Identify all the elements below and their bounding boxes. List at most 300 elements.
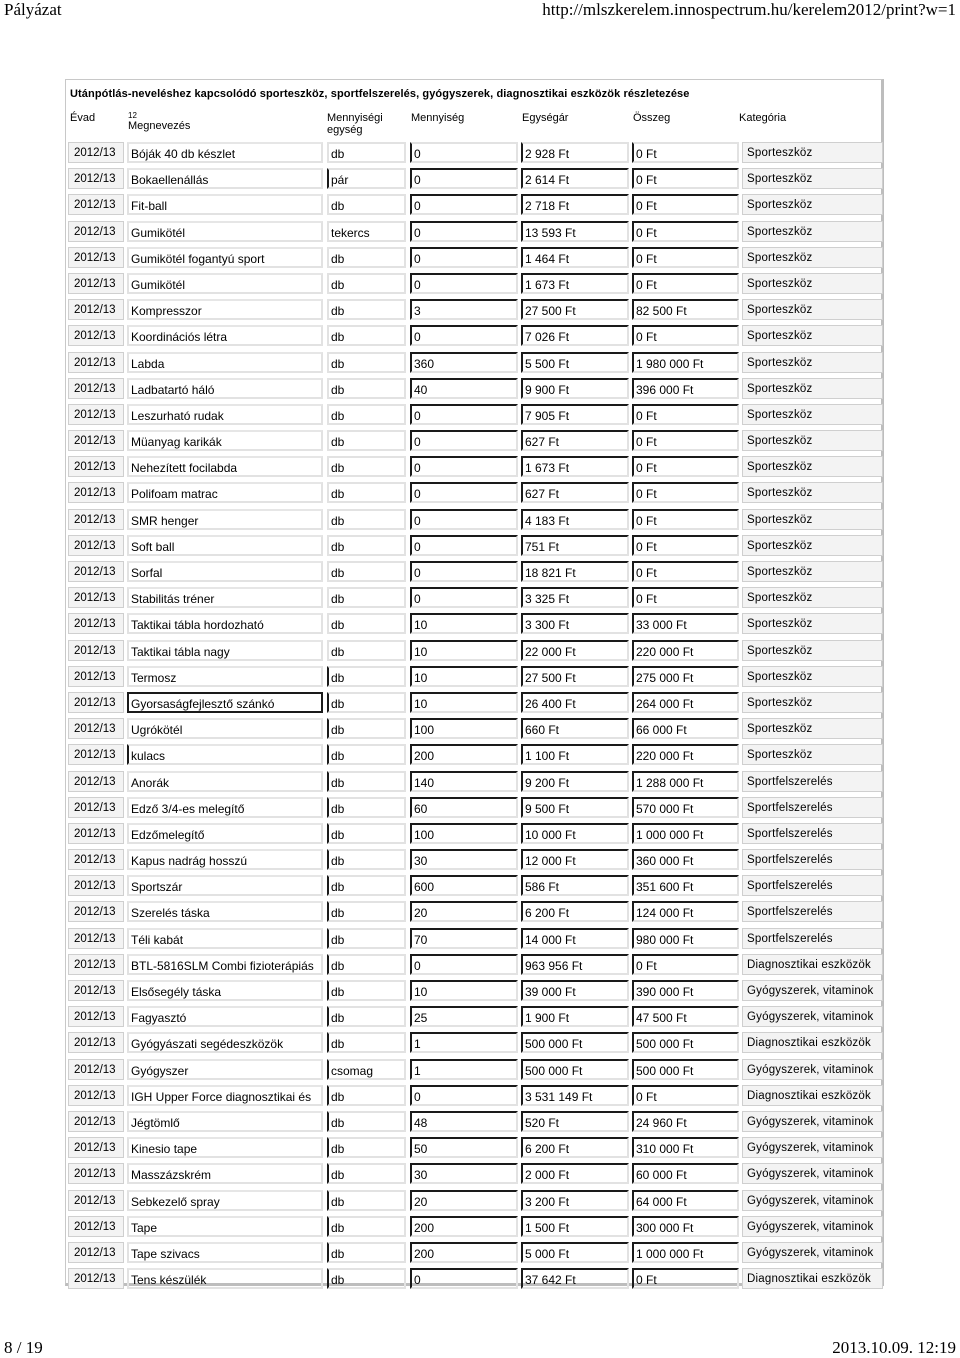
- row-quantity-field[interactable]: 0: [410, 221, 518, 242]
- row-total-field: 0 Ft: [632, 1085, 739, 1106]
- row-name-field[interactable]: Gyorsaságfejlesztő szánkó: [127, 692, 323, 713]
- row-category-field[interactable]: Sporteszköz: [742, 325, 883, 346]
- row-unit-price-field[interactable]: 10 000 Ft: [521, 823, 629, 844]
- row-unit-field[interactable]: db: [327, 1085, 406, 1106]
- row-name-field[interactable]: Kapus nadrág hosszú: [127, 849, 323, 870]
- row-unit-price-field[interactable]: 3 200 Ft: [521, 1190, 629, 1211]
- row-name-field[interactable]: BTL-5816SLM Combi fizioterápiás: [127, 954, 323, 975]
- row-name-field[interactable]: Sorfal: [127, 561, 323, 582]
- row-category-field[interactable]: Sporteszköz: [742, 456, 883, 477]
- table-row: [66, 374, 881, 400]
- row-unit-field[interactable]: db: [327, 587, 406, 608]
- row-name-field[interactable]: Szerelés táska: [127, 901, 323, 922]
- row-quantity-field[interactable]: 30: [410, 1163, 518, 1184]
- row-category-field[interactable]: Sporteszköz: [742, 168, 883, 189]
- row-unit-field[interactable]: db: [327, 509, 406, 530]
- row-unit-price-field[interactable]: 27 500 Ft: [521, 666, 629, 687]
- row-year: 2012/13: [68, 1006, 124, 1027]
- row-name-field[interactable]: Tape: [127, 1216, 323, 1237]
- row-name-field[interactable]: SMR henger: [127, 509, 323, 530]
- row-unit-field[interactable]: db: [327, 613, 406, 634]
- row-category-field[interactable]: Gyógyszerek, vitaminok: [742, 1111, 883, 1132]
- row-year: 2012/13: [68, 692, 124, 713]
- row-unit-price-field[interactable]: 9 900 Ft: [521, 378, 629, 399]
- row-quantity-field[interactable]: 360: [410, 352, 518, 373]
- row-category-field[interactable]: Sporteszköz: [742, 430, 883, 451]
- row-category-field[interactable]: Sporteszköz: [742, 640, 883, 661]
- row-year: 2012/13: [68, 875, 124, 896]
- row-total-field: 310 000 Ft: [632, 1137, 739, 1158]
- row-quantity-field[interactable]: 0: [410, 1268, 518, 1289]
- row-name-field[interactable]: Soft ball: [127, 535, 323, 556]
- row-year: 2012/13: [68, 456, 124, 477]
- row-unit-price-field[interactable]: 2 614 Ft: [521, 168, 629, 189]
- table-row: [66, 348, 881, 374]
- header-left: Pályázat: [4, 0, 62, 19]
- row-category-field[interactable]: Sporteszköz: [742, 666, 883, 687]
- row-total-field: 220 000 Ft: [632, 640, 739, 661]
- row-year: 2012/13: [68, 482, 124, 503]
- row-quantity-field[interactable]: 0: [410, 954, 518, 975]
- row-total-field: 390 000 Ft: [632, 980, 739, 1001]
- row-unit-field[interactable]: db: [327, 901, 406, 922]
- row-unit-price-field[interactable]: 963 956 Ft: [521, 954, 629, 975]
- row-category-field[interactable]: Sporteszköz: [742, 299, 883, 320]
- row-unit-field[interactable]: db: [327, 1190, 406, 1211]
- row-year: 2012/13: [68, 954, 124, 975]
- table-row: [66, 505, 881, 531]
- row-category-field[interactable]: Sporteszköz: [742, 352, 883, 373]
- col-header-unit: [327, 112, 383, 136]
- row-quantity-field[interactable]: 0: [410, 247, 518, 268]
- row-year: 2012/13: [68, 168, 124, 189]
- row-name-field[interactable]: Koordinációs létra: [127, 325, 323, 346]
- row-category-field[interactable]: Sporteszköz: [742, 378, 883, 399]
- row-quantity-field[interactable]: 10: [410, 980, 518, 1001]
- row-year: 2012/13: [68, 325, 124, 346]
- row-category-field[interactable]: Sporteszköz: [742, 561, 883, 582]
- row-category-field[interactable]: Diagnosztikai eszközök: [742, 954, 883, 975]
- row-total-field: 0 Ft: [632, 325, 739, 346]
- table-row: [66, 1028, 881, 1054]
- row-quantity-field[interactable]: 3: [410, 299, 518, 320]
- header-url: http://mlszkerelem.innospectrum.hu/kerelem2012/print?w=1: [542, 0, 956, 19]
- row-unit-field[interactable]: db: [327, 1137, 406, 1158]
- row-unit-price-field[interactable]: 3 300 Ft: [521, 613, 629, 634]
- row-quantity-field[interactable]: 1: [410, 1059, 518, 1080]
- row-total-field: 300 000 Ft: [632, 1216, 739, 1237]
- row-name-field[interactable]: Gumikötél fogantyú sport: [127, 247, 323, 268]
- row-unit-field[interactable]: db: [327, 194, 406, 215]
- row-quantity-field[interactable]: 60: [410, 797, 518, 818]
- row-unit-field[interactable]: db: [327, 273, 406, 294]
- row-unit-price-field[interactable]: 586 Ft: [521, 875, 629, 896]
- row-name-field[interactable]: Anorák: [127, 771, 323, 792]
- row-unit-price-field[interactable]: 1 900 Ft: [521, 1006, 629, 1027]
- row-unit-field[interactable]: db: [327, 430, 406, 451]
- row-name-field[interactable]: Stabilitás tréner: [127, 587, 323, 608]
- row-name-field[interactable]: Gumikötél: [127, 273, 323, 294]
- row-category-field[interactable]: Gyógyszerek, vitaminok: [742, 1216, 883, 1237]
- row-name-field[interactable]: Ladbatartó háló: [127, 378, 323, 399]
- row-year: 2012/13: [68, 352, 124, 373]
- row-year: 2012/13: [68, 640, 124, 661]
- row-quantity-field[interactable]: 0: [410, 482, 518, 503]
- row-quantity-field[interactable]: 10: [410, 640, 518, 661]
- row-quantity-field[interactable]: 20: [410, 901, 518, 922]
- row-name-field[interactable]: Téli kabát: [127, 928, 323, 949]
- row-quantity-field[interactable]: 200: [410, 744, 518, 765]
- row-total-field: 24 960 Ft: [632, 1111, 739, 1132]
- row-category-field[interactable]: Diagnosztikai eszközök: [742, 1268, 883, 1289]
- row-category-field[interactable]: Sporteszköz: [742, 692, 883, 713]
- col-header-name-small: 12: [128, 111, 137, 120]
- row-unit-price-field[interactable]: 660 Ft: [521, 718, 629, 739]
- row-name-field[interactable]: Ugrókötél: [127, 718, 323, 739]
- row-name-field[interactable]: Taktikai tábla hordozható: [127, 613, 323, 634]
- row-name-field[interactable]: Polifoam matrac: [127, 482, 323, 503]
- row-name-field[interactable]: Bóják 40 db készlet: [127, 142, 323, 163]
- row-quantity-field[interactable]: 1: [410, 1032, 518, 1053]
- row-year: 2012/13: [68, 378, 124, 399]
- table-row: [66, 243, 881, 269]
- row-unit-price-field[interactable]: 39 000 Ft: [521, 980, 629, 1001]
- table-row: [66, 583, 881, 609]
- row-quantity-field[interactable]: 48: [410, 1111, 518, 1132]
- row-unit-price-field[interactable]: 22 000 Ft: [521, 640, 629, 661]
- row-quantity-field[interactable]: 100: [410, 718, 518, 739]
- row-category-field[interactable]: Sportfelszerelés: [742, 849, 883, 870]
- row-unit-field[interactable]: db: [327, 561, 406, 582]
- row-unit-field[interactable]: db: [327, 247, 406, 268]
- row-unit-price-field[interactable]: 14 000 Ft: [521, 928, 629, 949]
- row-quantity-field[interactable]: 600: [410, 875, 518, 896]
- row-quantity-field[interactable]: 100: [410, 823, 518, 844]
- row-total-field: 82 500 Ft: [632, 299, 739, 320]
- row-unit-price-field[interactable]: 3 325 Ft: [521, 587, 629, 608]
- row-category-field[interactable]: Sporteszköz: [742, 509, 883, 530]
- row-unit-price-field[interactable]: 27 500 Ft: [521, 299, 629, 320]
- table-row: [66, 1238, 881, 1264]
- row-category-field[interactable]: Gyógyszerek, vitaminok: [742, 1163, 883, 1184]
- row-category-field[interactable]: Gyógyszerek, vitaminok: [742, 1190, 883, 1211]
- row-unit-price-field[interactable]: 1 500 Ft: [521, 1216, 629, 1237]
- row-total-field: 0 Ft: [632, 587, 739, 608]
- row-unit-field[interactable]: db: [327, 1268, 406, 1289]
- row-quantity-field[interactable]: 0: [410, 142, 518, 163]
- row-quantity-field[interactable]: 0: [410, 561, 518, 582]
- row-category-field[interactable]: Sporteszköz: [742, 613, 883, 634]
- row-year: 2012/13: [68, 535, 124, 556]
- table-row: [66, 478, 881, 504]
- row-category-field[interactable]: Sporteszköz: [742, 587, 883, 608]
- row-category-field[interactable]: Gyógyszerek, vitaminok: [742, 1059, 883, 1080]
- row-unit-price-field[interactable]: 1 100 Ft: [521, 744, 629, 765]
- row-quantity-field[interactable]: 40: [410, 378, 518, 399]
- row-category-field[interactable]: Sporteszköz: [742, 482, 883, 503]
- row-total-field: 980 000 Ft: [632, 928, 739, 949]
- row-category-field[interactable]: Gyógyszerek, vitaminok: [742, 980, 883, 1001]
- row-unit-field[interactable]: db: [327, 535, 406, 556]
- row-quantity-field[interactable]: 200: [410, 1242, 518, 1263]
- row-total-field: 66 000 Ft: [632, 718, 739, 739]
- row-name-field[interactable]: Müanyag karikák: [127, 430, 323, 451]
- row-quantity-field[interactable]: 70: [410, 928, 518, 949]
- row-name-field[interactable]: Jégtömlő: [127, 1111, 323, 1132]
- row-category-field[interactable]: Sporteszköz: [742, 273, 883, 294]
- row-unit-field[interactable]: db: [327, 797, 406, 818]
- table-row: [66, 897, 881, 923]
- row-category-field[interactable]: Sportfelszerelés: [742, 771, 883, 792]
- row-quantity-field[interactable]: 50: [410, 1137, 518, 1158]
- row-name-field[interactable]: Tape szivacs: [127, 1242, 323, 1263]
- row-total-field: 1 980 000 Ft: [632, 352, 739, 373]
- row-unit-field[interactable]: db: [327, 771, 406, 792]
- table-row: [66, 740, 881, 766]
- table-row: [66, 217, 881, 243]
- row-unit-price-field[interactable]: 5 500 Ft: [521, 352, 629, 373]
- row-name-field[interactable]: Edzőmelegítő: [127, 823, 323, 844]
- row-year: 2012/13: [68, 980, 124, 1001]
- row-unit-field[interactable]: csomag: [327, 1059, 406, 1080]
- row-quantity-field[interactable]: 140: [410, 771, 518, 792]
- row-unit-price-field[interactable]: 1 464 Ft: [521, 247, 629, 268]
- row-name-field[interactable]: Elsősegély táska: [127, 980, 323, 1001]
- row-unit-price-field[interactable]: 37 642 Ft: [521, 1268, 629, 1289]
- col-header-unit-line1: Mennyiségi: [327, 112, 383, 124]
- row-unit-field[interactable]: db: [327, 640, 406, 661]
- table-row: [66, 557, 881, 583]
- row-unit-price-field[interactable]: 6 200 Ft: [521, 901, 629, 922]
- row-total-field: 500 000 Ft: [632, 1059, 739, 1080]
- row-year: 2012/13: [68, 1085, 124, 1106]
- row-category-field[interactable]: Diagnosztikai eszközök: [742, 1032, 883, 1053]
- row-unit-price-field[interactable]: 751 Ft: [521, 535, 629, 556]
- row-total-field: 264 000 Ft: [632, 692, 739, 713]
- row-quantity-field[interactable]: 200: [410, 1216, 518, 1237]
- row-unit-price-field[interactable]: 1 673 Ft: [521, 273, 629, 294]
- row-unit-field[interactable]: db: [327, 352, 406, 373]
- details-panel: [65, 79, 884, 1286]
- row-unit-field[interactable]: db: [327, 1216, 406, 1237]
- row-category-field[interactable]: Sporteszköz: [742, 194, 883, 215]
- row-category-field[interactable]: Sporteszköz: [742, 718, 883, 739]
- row-year: 2012/13: [68, 1242, 124, 1263]
- row-unit-field[interactable]: db: [327, 823, 406, 844]
- row-category-field[interactable]: Diagnosztikai eszközök: [742, 1085, 883, 1106]
- row-total-field: 220 000 Ft: [632, 744, 739, 765]
- row-name-field[interactable]: Fagyasztó: [127, 1006, 323, 1027]
- row-unit-price-field[interactable]: 12 000 Ft: [521, 849, 629, 870]
- row-unit-field[interactable]: db: [327, 1242, 406, 1263]
- row-unit-field[interactable]: db: [327, 378, 406, 399]
- row-unit-price-field[interactable]: 2 718 Ft: [521, 194, 629, 215]
- row-name-field[interactable]: Sportszár: [127, 875, 323, 896]
- row-category-field[interactable]: Sporteszköz: [742, 142, 883, 163]
- row-name-field[interactable]: Leszurható rudak: [127, 404, 323, 425]
- row-year: 2012/13: [68, 404, 124, 425]
- row-total-field: 0 Ft: [632, 221, 739, 242]
- table-row: [66, 845, 881, 871]
- row-unit-field[interactable]: db: [327, 1163, 406, 1184]
- row-category-field[interactable]: Sporteszköz: [742, 221, 883, 242]
- row-name-field[interactable]: IGH Upper Force diagnosztikai és: [127, 1085, 323, 1106]
- row-category-field[interactable]: Sporteszköz: [742, 247, 883, 268]
- row-unit-field[interactable]: db: [327, 1032, 406, 1053]
- row-category-field[interactable]: Gyógyszerek, vitaminok: [742, 1137, 883, 1158]
- row-unit-price-field[interactable]: 13 593 Ft: [521, 221, 629, 242]
- row-year: 2012/13: [68, 823, 124, 844]
- table-row: [66, 976, 881, 1002]
- row-unit-price-field[interactable]: 9 200 Ft: [521, 771, 629, 792]
- row-unit-field[interactable]: db: [327, 849, 406, 870]
- row-name-field[interactable]: Tens készülék: [127, 1268, 323, 1289]
- table-row: [66, 767, 881, 793]
- row-unit-price-field[interactable]: 3 531 149 Ft: [521, 1085, 629, 1106]
- row-unit-field[interactable]: db: [327, 482, 406, 503]
- row-unit-field[interactable]: db: [327, 954, 406, 975]
- row-unit-price-field[interactable]: 7 026 Ft: [521, 325, 629, 346]
- table-row: [66, 190, 881, 216]
- col-header-name: [128, 111, 190, 132]
- row-category-field[interactable]: Gyógyszerek, vitaminok: [742, 1006, 883, 1027]
- row-unit-price-field[interactable]: 1 673 Ft: [521, 456, 629, 477]
- row-unit-field[interactable]: db: [327, 928, 406, 949]
- row-category-field[interactable]: Sportfelszerelés: [742, 875, 883, 896]
- row-total-field: 0 Ft: [632, 194, 739, 215]
- row-total-field: 0 Ft: [632, 954, 739, 975]
- row-unit-price-field[interactable]: 4 183 Ft: [521, 509, 629, 530]
- row-name-field[interactable]: Termosz: [127, 666, 323, 687]
- row-unit-field[interactable]: db: [327, 692, 406, 713]
- table-row: [66, 1107, 881, 1133]
- row-total-field: 0 Ft: [632, 1268, 739, 1289]
- table-row: [66, 531, 881, 557]
- row-name-field[interactable]: Taktikai tábla nagy: [127, 640, 323, 661]
- row-name-field[interactable]: Masszázskrém: [127, 1163, 323, 1184]
- row-quantity-field[interactable]: 0: [410, 1085, 518, 1106]
- row-unit-field[interactable]: db: [327, 980, 406, 1001]
- row-name-field[interactable]: Gyógyászati segédeszközök: [127, 1032, 323, 1053]
- row-quantity-field[interactable]: 0: [410, 509, 518, 530]
- row-total-field: 124 000 Ft: [632, 901, 739, 922]
- row-total-field: 1 000 000 Ft: [632, 823, 739, 844]
- row-name-field[interactable]: kulacs: [127, 744, 323, 765]
- row-unit-price-field[interactable]: 520 Ft: [521, 1111, 629, 1132]
- row-unit-field[interactable]: db: [327, 718, 406, 739]
- row-unit-field[interactable]: db: [327, 1006, 406, 1027]
- row-unit-price-field[interactable]: 9 500 Ft: [521, 797, 629, 818]
- row-name-field[interactable]: Kinesio tape: [127, 1137, 323, 1158]
- row-quantity-field[interactable]: 0: [410, 168, 518, 189]
- row-unit-field[interactable]: db: [327, 1111, 406, 1132]
- row-name-field[interactable]: Gyógyszer: [127, 1059, 323, 1080]
- row-year: 2012/13: [68, 928, 124, 949]
- row-unit-price-field[interactable]: 2 928 Ft: [521, 142, 629, 163]
- row-quantity-field[interactable]: 10: [410, 692, 518, 713]
- row-quantity-field[interactable]: 0: [410, 325, 518, 346]
- row-unit-price-field[interactable]: 7 905 Ft: [521, 404, 629, 425]
- row-unit-price-field[interactable]: 2 000 Ft: [521, 1163, 629, 1184]
- row-quantity-field[interactable]: 0: [410, 587, 518, 608]
- row-year: 2012/13: [68, 1032, 124, 1053]
- row-year: 2012/13: [68, 1190, 124, 1211]
- row-name-field[interactable]: Nehezített focilabda: [127, 456, 323, 477]
- row-quantity-field[interactable]: 0: [410, 456, 518, 477]
- row-name-field[interactable]: Sebkezelő spray: [127, 1190, 323, 1211]
- row-year: 2012/13: [68, 1216, 124, 1237]
- row-quantity-field[interactable]: 0: [410, 430, 518, 451]
- table-row: [66, 321, 881, 347]
- row-name-field[interactable]: Bokaellenállás: [127, 168, 323, 189]
- row-unit-field[interactable]: db: [327, 666, 406, 687]
- row-total-field: 1 288 000 Ft: [632, 771, 739, 792]
- row-quantity-field[interactable]: 0: [410, 273, 518, 294]
- row-unit-field[interactable]: pár: [327, 168, 406, 189]
- row-unit-price-field[interactable]: 26 400 Ft: [521, 692, 629, 713]
- row-category-field[interactable]: Sporteszköz: [742, 404, 883, 425]
- row-quantity-field[interactable]: 25: [410, 1006, 518, 1027]
- row-quantity-field[interactable]: 10: [410, 666, 518, 687]
- row-unit-field[interactable]: db: [327, 404, 406, 425]
- row-year: 2012/13: [68, 430, 124, 451]
- row-unit-price-field[interactable]: 18 821 Ft: [521, 561, 629, 582]
- table-row: [66, 1002, 881, 1028]
- row-unit-price-field[interactable]: 500 000 Ft: [521, 1059, 629, 1080]
- row-category-field[interactable]: Sportfelszerelés: [742, 901, 883, 922]
- row-name-field[interactable]: Gumikötél: [127, 221, 323, 242]
- row-name-field[interactable]: Edző 3/4-es melegítő: [127, 797, 323, 818]
- row-quantity-field[interactable]: 0: [410, 194, 518, 215]
- row-category-field[interactable]: Sporteszköz: [742, 535, 883, 556]
- row-unit-price-field[interactable]: 5 000 Ft: [521, 1242, 629, 1263]
- row-year: 2012/13: [68, 1268, 124, 1289]
- row-unit-price-field[interactable]: 500 000 Ft: [521, 1032, 629, 1053]
- row-unit-field[interactable]: db: [327, 325, 406, 346]
- row-year: 2012/13: [68, 797, 124, 818]
- row-quantity-field[interactable]: 20: [410, 1190, 518, 1211]
- row-category-field[interactable]: Sportfelszerelés: [742, 928, 883, 949]
- row-name-field[interactable]: Fit-ball: [127, 194, 323, 215]
- row-quantity-field[interactable]: 0: [410, 404, 518, 425]
- row-unit-field[interactable]: tekercs: [327, 221, 406, 242]
- row-unit-field[interactable]: db: [327, 142, 406, 163]
- row-unit-field[interactable]: db: [327, 744, 406, 765]
- row-total-field: 396 000 Ft: [632, 378, 739, 399]
- row-year: 2012/13: [68, 561, 124, 582]
- row-category-field[interactable]: Sportfelszerelés: [742, 797, 883, 818]
- row-name-field[interactable]: Kompresszor: [127, 299, 323, 320]
- row-unit-field[interactable]: db: [327, 299, 406, 320]
- row-unit-price-field[interactable]: 627 Ft: [521, 430, 629, 451]
- row-quantity-field[interactable]: 0: [410, 535, 518, 556]
- panel-title: Utánpótlás-neveléshez kapcsolódó sporteszköz, sportfelszerelés, gyógyszerek, diagnosztikai eszközök részletezése: [70, 88, 690, 100]
- col-header-year: Évad: [70, 112, 96, 124]
- row-total-field: 0 Ft: [632, 247, 739, 268]
- table-row: [66, 1055, 881, 1081]
- row-category-field[interactable]: Sportfelszerelés: [742, 823, 883, 844]
- row-category-field[interactable]: Gyógyszerek, vitaminok: [742, 1242, 883, 1263]
- row-category-field[interactable]: Sporteszköz: [742, 744, 883, 765]
- row-unit-price-field[interactable]: 627 Ft: [521, 482, 629, 503]
- row-unit-field[interactable]: db: [327, 456, 406, 477]
- row-unit-price-field[interactable]: 6 200 Ft: [521, 1137, 629, 1158]
- row-unit-field[interactable]: db: [327, 875, 406, 896]
- row-quantity-field[interactable]: 10: [410, 613, 518, 634]
- row-name-field[interactable]: Labda: [127, 352, 323, 373]
- table-row: [66, 295, 881, 321]
- row-quantity-field[interactable]: 30: [410, 849, 518, 870]
